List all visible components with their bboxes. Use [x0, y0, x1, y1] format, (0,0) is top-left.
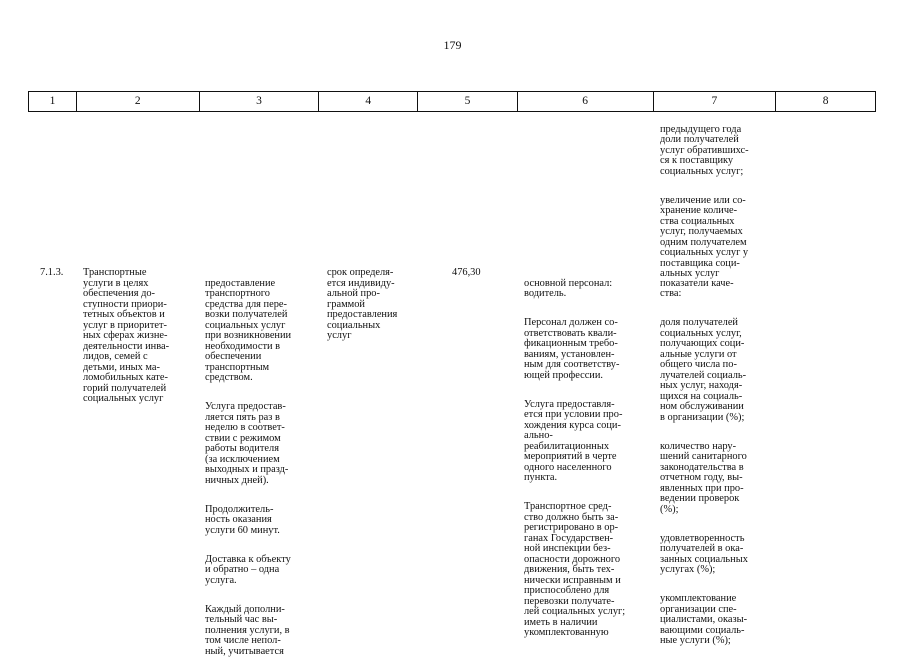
- indicator-paragraph: предыдущего года доли получателей услуг обратившихс- ся к поставщику социальных услуг;: [660, 123, 749, 177]
- description-paragraph: Услуга предостав- ляется пять раз в неделю в соответ- ствии с режимом работы водителя (за исключением выходных и празд- ничных дней).: [205, 401, 289, 486]
- header-cell-5: 5: [417, 92, 517, 111]
- header-cell-1: 1: [49, 95, 56, 107]
- header-cell-4: 4: [318, 92, 417, 111]
- description-paragraph: Продолжитель- ность оказания услуги 60 минут.: [205, 503, 280, 536]
- indicator-paragraph: удовлетворенность получателей в ока- занных социальных услугах (%);: [660, 532, 748, 575]
- indicator-paragraph: количество нару- шений санитарного законодательства в отчетном году, вы- явленных при про- ведении проверок (%);: [660, 440, 747, 515]
- header-cell-8: 8: [775, 92, 875, 111]
- table-header-row: [28, 91, 876, 112]
- quality-indicators: [660, 268, 778, 657]
- service-term: срок определя- ется индивиду- альной про- граммой предоставления социальных услуг: [327, 267, 398, 341]
- header-cell-3: 3: [199, 92, 319, 111]
- indicators-continuation: [660, 114, 778, 290]
- indicator-paragraph: укомплектование организации спе- циалистами, оказы- вающими социаль- ные услуги (%);: [660, 593, 748, 646]
- header-cell-6: 6: [517, 92, 653, 111]
- service-description: [205, 268, 319, 668]
- service-conditions: [524, 268, 656, 649]
- description-paragraph: Доставка к объекту и обратно – одна услуга.: [205, 553, 291, 586]
- header-cell-7: 7: [653, 92, 776, 111]
- description-paragraph: предоставление транспортного средства для пере- возки получателей социальных услуг при возникновении необходимости в обеспечении транспортным средством.: [205, 277, 292, 383]
- service-name: Транспортные услуги в целях обеспечения до- ступности приори- тетных объектов и услуг в приоритет- ных сферах жизне- деятельности инва- лидов, семей с детьми, иных ма- ломобильных кате- горий получателей социальных услуг: [83, 267, 170, 404]
- service-price: 476,30: [452, 267, 481, 278]
- indicator-paragraph: доля получателей социальных услуг, получающих соци- альные услуги от общего числа по- лучателей социаль- ных услуг, находя- щихся на социаль- ном обслуживании в организации (%);: [660, 317, 747, 423]
- indicator-paragraph: показатели каче- ства:: [660, 277, 734, 299]
- header-cell-2: 2: [76, 92, 199, 111]
- condition-paragraph: Транспортное сред- ство должно быть за- регистрировано в ор- ганах Государствен- ной инспекции без- опасности дорожного движения, быть тех- нически исправным и приспособлено для перевозки получате- лей социальных услуг; иметь в наличии укомплектованную: [524, 501, 626, 638]
- condition-paragraph: Услуга предоставля- ется при условии про- хождения курса соци- ально- реабилитационных мероприятий в черте одного населенного пункта.: [524, 398, 623, 483]
- row-number: 7.1.3.: [40, 267, 64, 278]
- page-number: 179: [443, 38, 462, 52]
- condition-paragraph: Персонал должен со- ответствовать квали- фикационным требо- ваниям, установлен- ным для соответству- ющей профессии.: [524, 317, 620, 381]
- description-paragraph: Каждый дополни- тельный час вы- полнения услуги, в том числе непол- ный, учитывается: [205, 603, 290, 657]
- indicator-paragraph: увеличение или со- хранение количе- ства социальных услуг, получаемых одним получателем социальных услуг у поставщика соци- альных услуг: [660, 194, 749, 279]
- condition-paragraph: основной персонал: водитель.: [524, 277, 613, 299]
